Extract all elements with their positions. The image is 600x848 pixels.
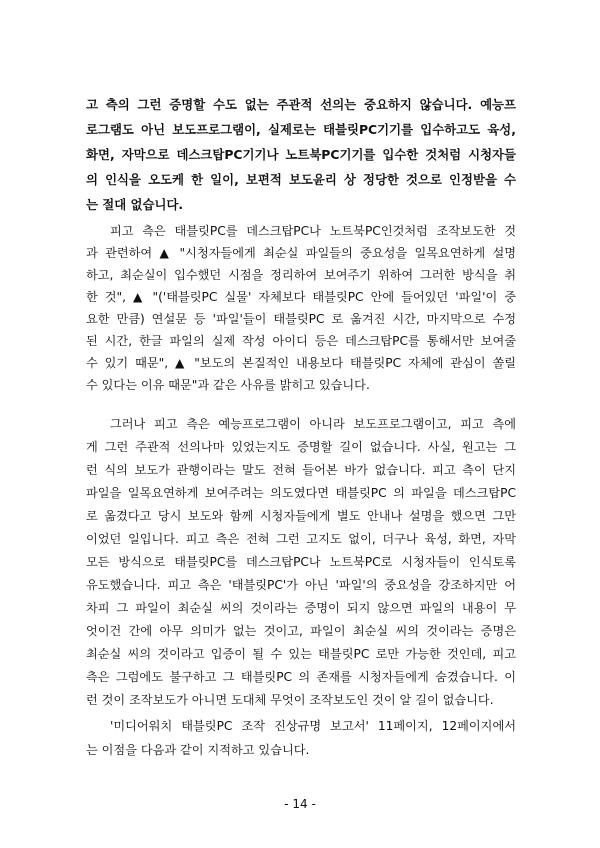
paragraph-line: 엇이건 간에 아무 의미가 없는 것이고, 파일이 최순실 씨의 것이라는 증명은 bbox=[86, 624, 516, 638]
page-number: - 14 - bbox=[284, 797, 316, 811]
paragraph-line: 게 그런 주관적 선의나마 있었는지도 증명할 길이 없습니다. 사실, 원고는 그 bbox=[86, 440, 516, 454]
paragraph-line: 런 것이 조작보도가 아니면 도대체 무엇이 조작보도인 것이 알 길이 없습니다. bbox=[86, 693, 494, 707]
paragraph-line: 런 식의 보도가 관행이라는 말도 전혀 들어본 바가 없습니다. 피고 측이 단지 bbox=[86, 463, 516, 477]
paragraph-line: 수 있기 때문", ▲ "보도의 본질적인 내용보다 태블릿PC 자체에 관심이 쏠릴 bbox=[86, 356, 516, 370]
paragraph-line: 의 인식을 오도케 한 일이, 보편적 보도윤리 상 정당한 것으로 인정받을 수 bbox=[86, 172, 516, 187]
paragraph-line: 로 옮겼다고 당시 보도와 함께 시청자들에게 별도 안내나 설명을 했으면 그만 bbox=[86, 509, 516, 523]
paragraph-line: 요한 만큼) 연설문 등 '파일'들이 태블릿PC 로 옮겨진 시간, 마지막으로 수정 bbox=[86, 312, 516, 326]
paragraph-line: 고 측의 그런 증명할 수도 없는 주관적 선의는 중요하지 않습니다. 예능프 bbox=[86, 97, 516, 112]
paragraph-line: 하고, 최순실이 입수했던 시점을 정리하여 보여주기 위하여 그러한 방식을 취 bbox=[86, 268, 516, 282]
paragraph-line: 된 시간, 한글 파일의 실제 작성 아이디 등은 데스크탑PC를 통해서만 보여줄 bbox=[86, 334, 516, 348]
paragraph-line: 최순실 씨의 것이라고 입증이 될 수 있는 태블릿PC 로만 가능한 것인데, 피고 bbox=[86, 647, 516, 661]
paragraph-line: 파일을 일목요연하게 보여주려는 의도였다면 태블릿PC 의 파일을 데스크탑PC bbox=[86, 486, 516, 500]
paragraph-line: 수 있다는 이유 때문"과 같은 사유를 밝히고 있습니다. bbox=[86, 378, 370, 392]
paragraph-line: 피고 측은 태블릿PC를 데스크탑PC나 노트북PC인것처럼 조작보도한 것 bbox=[110, 224, 516, 238]
paragraph-line: 과 관련하여 ▲ "시청자들에게 최순실 파일들의 중요성을 일목요연하게 설명 bbox=[86, 246, 516, 260]
paragraph-line: 측은 그럼에도 불구하고 그 태블릿PC 의 존재를 시청자들에게 숨겼습니다. 이 bbox=[86, 670, 516, 684]
paragraph-line: 화면, 자막으로 데스크탑PC기기나 노트북PC기기를 입수한 것처럼 시청자들 bbox=[86, 147, 516, 162]
paragraph-line: 모든 방식으로 태블릿PC를 데스크탑PC나 노트북PC로 시청자들이 인식토록 bbox=[86, 555, 516, 569]
paragraph-line: 로그램도 아닌 보도프로그램이, 실제로는 태블릿PC기기를 입수하고도 육성, bbox=[86, 122, 516, 137]
paragraph-line: 차피 그 파일이 최순실 씨의 것이라는 증명이 되지 않으면 파일의 내용이 무 bbox=[86, 601, 516, 615]
paragraph-line: 한 것", ▲ "('태블릿PC 실물' 자체보다 태블릿PC 안에 들어있던 '파일'이 중 bbox=[86, 290, 516, 304]
paragraph-line: 유도했습니다. 피고 측은 '태블릿PC'가 아닌 '파일'의 중요성을 강조하지만 어 bbox=[86, 578, 516, 592]
paragraph-line: 는 절대 없습니다. bbox=[86, 197, 184, 212]
paragraph-line: '미디어워치 태블릿PC 조작 진상규명 보고서' 11페이지, 12페이지에서 bbox=[110, 719, 516, 733]
paragraph-line: 그러나 피고 측은 예능프로그램이 아니라 보도프로그램이고, 피고 측에 bbox=[110, 417, 516, 431]
paragraph-line: 는 이점을 다음과 같이 지적하고 있습니다. bbox=[86, 743, 310, 757]
paragraph-line: 이었던 일입니다. 피고 측은 전혀 그런 고지도 없이, 더구나 육성, 화면, 자막 bbox=[86, 532, 516, 546]
